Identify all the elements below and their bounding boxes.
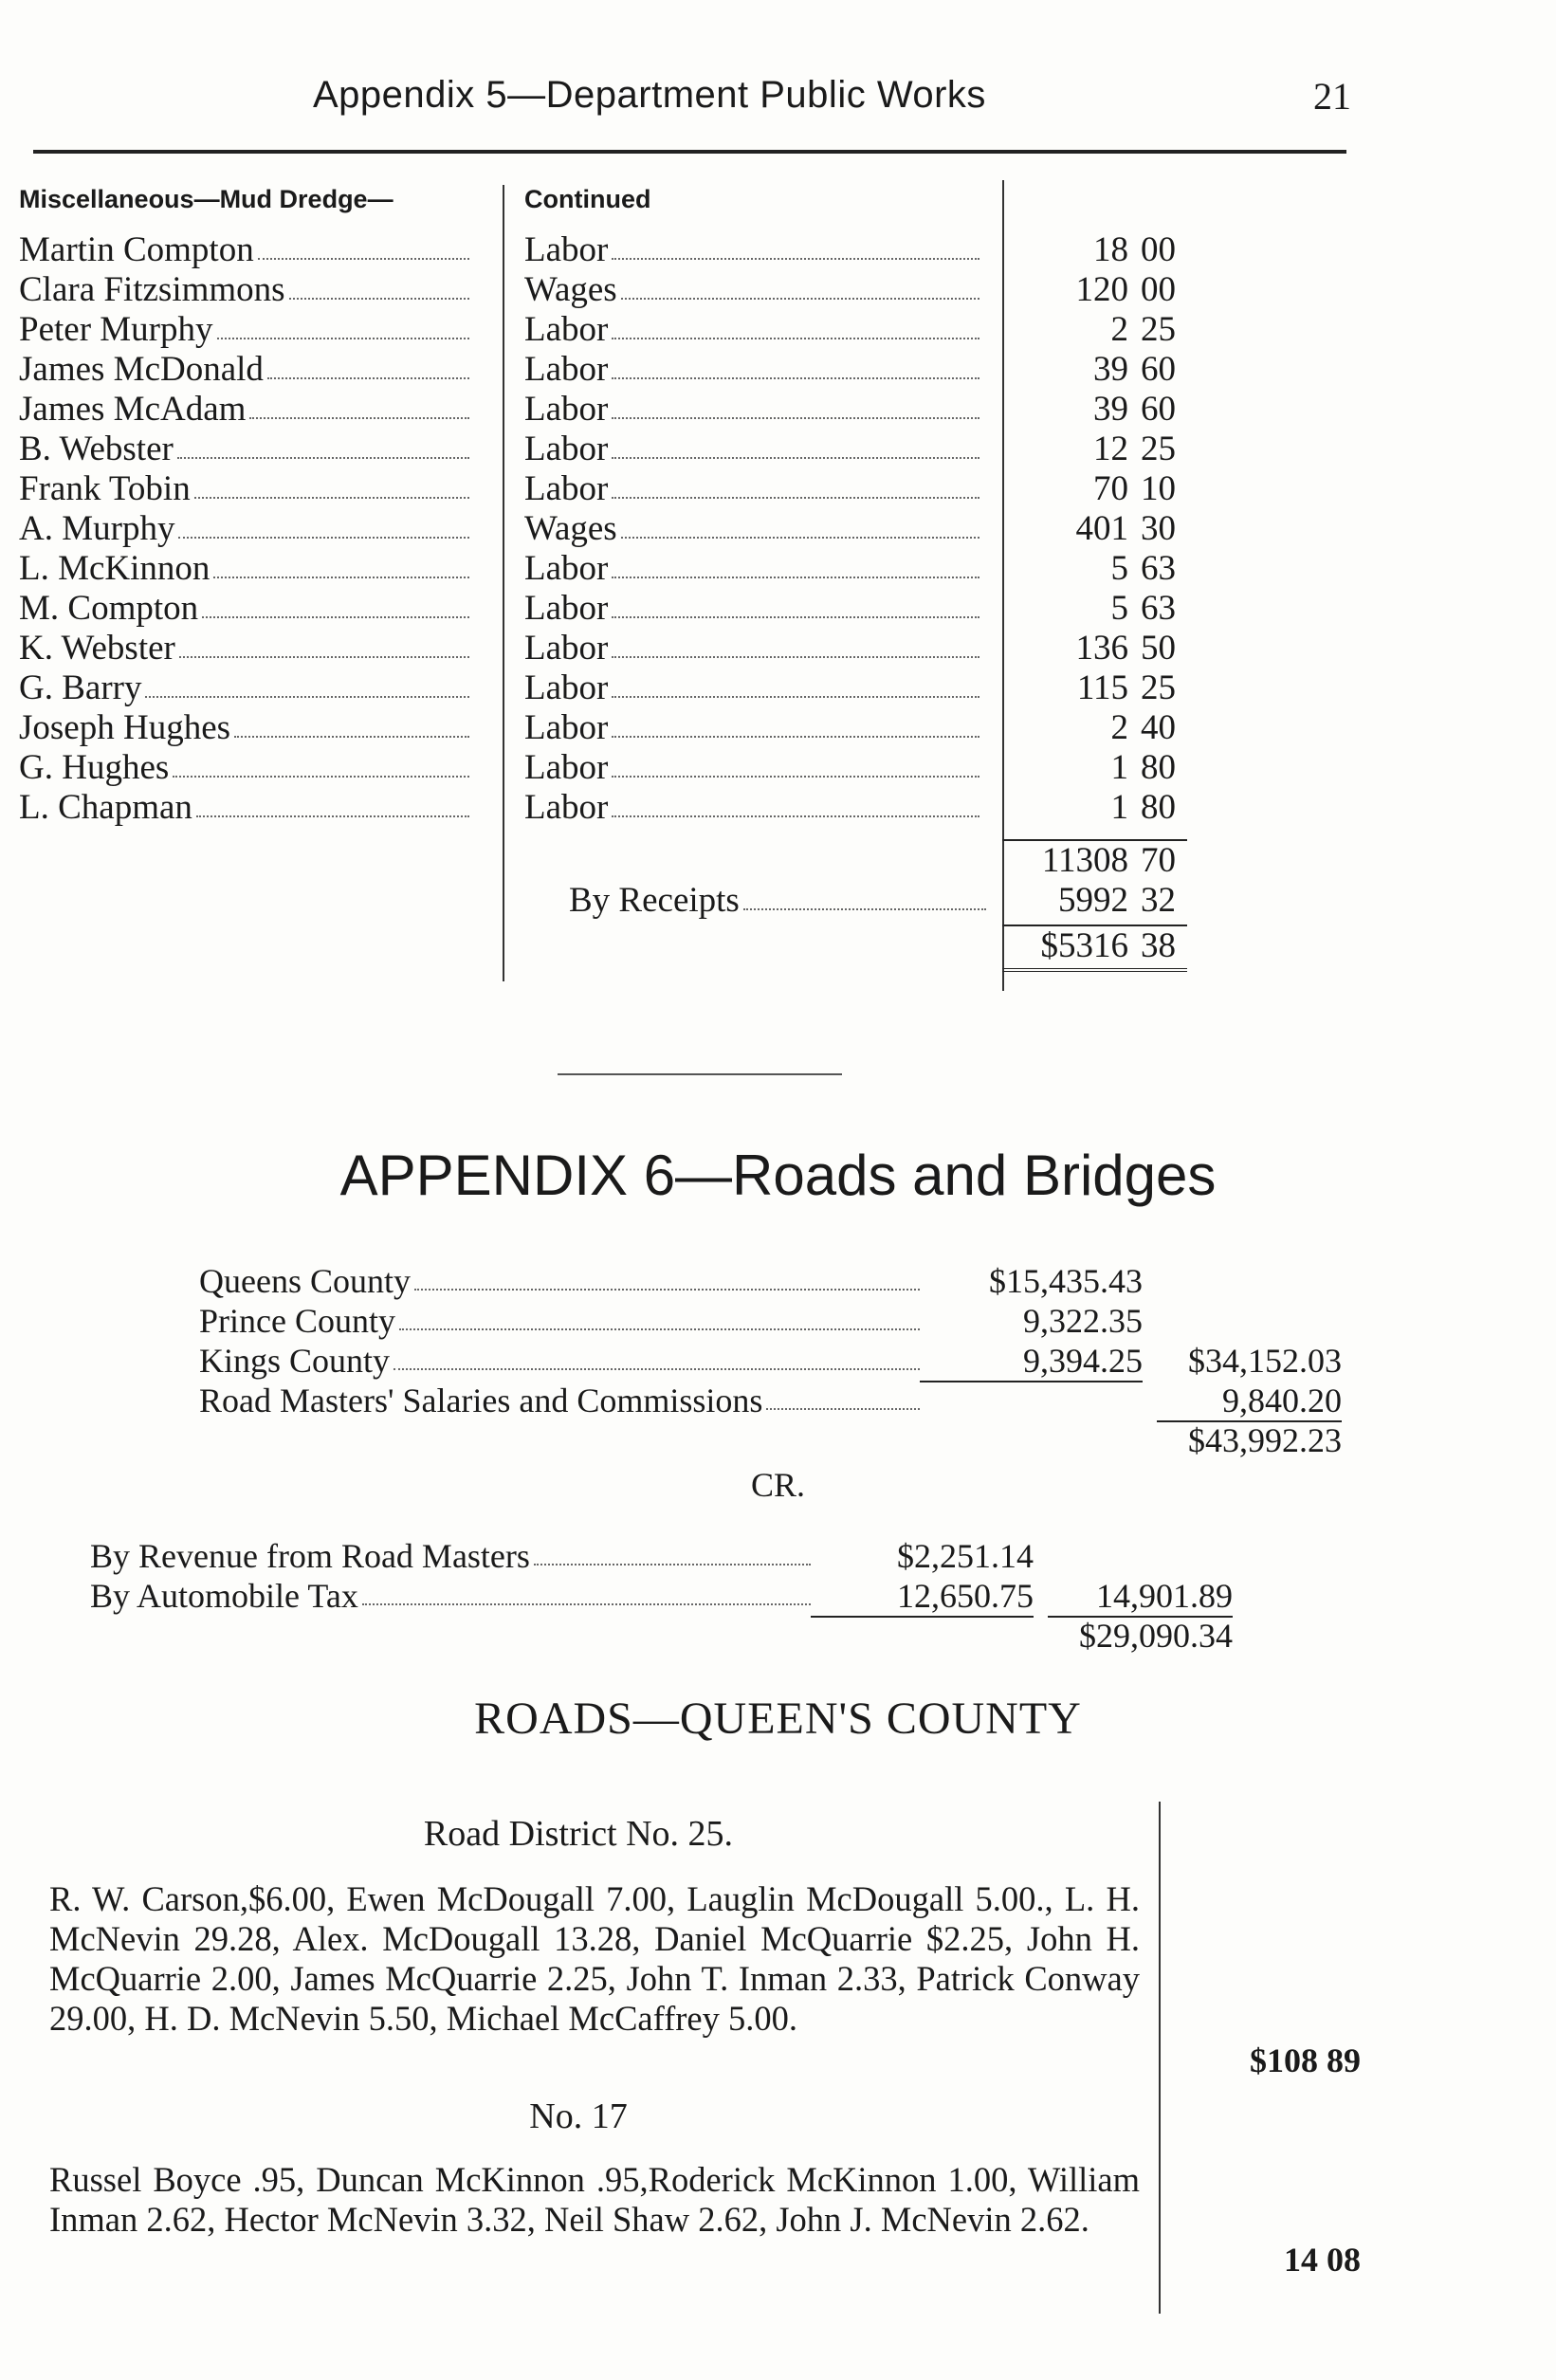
table-row xyxy=(19,549,1185,589)
subtotal-value: 9,394.25 xyxy=(920,1341,1143,1382)
receipts-label: By Receipts xyxy=(569,881,986,921)
amount: 39 60 xyxy=(1093,350,1176,389)
summary-line xyxy=(199,1301,1356,1341)
amount: 2 40 xyxy=(1110,708,1176,747)
subtotal-value: 9,322.35 xyxy=(1023,1302,1143,1340)
payee-name: Martin Compton xyxy=(19,230,469,270)
payment-type: Labor xyxy=(524,390,979,430)
line-label: Road Masters' Salaries and Commissions xyxy=(199,1381,920,1420)
district-amount: $108 89 xyxy=(1250,2041,1361,2079)
table-row xyxy=(19,310,1185,350)
total-value: 14,901.89 xyxy=(1048,1576,1233,1618)
total-value: $29,090.34 xyxy=(1079,1617,1233,1655)
amount: 2 25 xyxy=(1110,310,1176,349)
payment-type: Labor xyxy=(524,310,979,350)
header-rule xyxy=(33,150,1346,154)
amount: 5 63 xyxy=(1110,589,1176,628)
payee-name: Joseph Hughes xyxy=(19,708,469,748)
subtotal: 11308 70 xyxy=(1002,839,1187,883)
district-amount: 14 08 xyxy=(1284,2241,1361,2279)
amount: 12 25 xyxy=(1093,430,1176,468)
summary-line xyxy=(90,1536,1247,1576)
table-row xyxy=(19,788,1185,828)
district-entries: R. W. Carson,$6.00, Ewen McDougall 7.00, Lauglin McDougall 5.00., L. H. McNevin 29.28, Alex. McDougall 13.28, Daniel McQuarrie $2.25, John H. McQuarrie 2.00, James McQuarrie 2.25, John T. Inman 2.33, Patrick Conway 29.00, H. D. McNevin 5.50, Michael McCaffrey 5.00. xyxy=(49,1879,1140,2038)
section-divider xyxy=(558,1073,842,1075)
misc-mud-dredge-table xyxy=(19,185,1185,1019)
subtotal-value: $2,251.14 xyxy=(897,1537,1034,1575)
amount: 70 10 xyxy=(1093,469,1176,508)
payment-type: Labor xyxy=(524,788,979,828)
payee-name: Frank Tobin xyxy=(19,469,469,509)
running-title: Appendix 5—Department Public Works xyxy=(313,74,986,116)
receipts-amount: 5992 32 xyxy=(1058,881,1176,920)
table-heading-right: Continued xyxy=(524,185,651,213)
payment-type: Labor xyxy=(524,629,979,668)
payment-type: Labor xyxy=(524,469,979,509)
amount: 5 63 xyxy=(1110,549,1176,588)
payee-name: L. McKinnon xyxy=(19,549,469,589)
balance: $5316 38 xyxy=(1002,925,1187,972)
table-row xyxy=(19,629,1185,668)
amount: 401 30 xyxy=(1075,509,1176,548)
amount: 115 25 xyxy=(1076,668,1176,707)
payee-name: James McAdam xyxy=(19,390,469,430)
summary-line xyxy=(199,1381,1356,1420)
table-row xyxy=(19,509,1185,549)
payee-name: Peter Murphy xyxy=(19,310,469,350)
credit-label: CR. xyxy=(750,1466,806,1504)
payee-name: A. Murphy xyxy=(19,509,469,549)
table-row xyxy=(19,589,1185,629)
line-label: Prince County xyxy=(199,1301,920,1341)
table-row xyxy=(19,668,1185,708)
table-row xyxy=(19,350,1185,390)
total-value: $34,152.03 xyxy=(1188,1342,1342,1380)
table-row xyxy=(19,748,1185,788)
table-row xyxy=(19,469,1185,509)
payment-type: Labor xyxy=(524,430,979,469)
amount: 1 80 xyxy=(1110,788,1176,827)
table-row xyxy=(19,270,1185,310)
line-label: By Automobile Tax xyxy=(90,1576,811,1616)
subtotal-value: 12,650.75 xyxy=(811,1576,1034,1618)
payment-type: Labor xyxy=(524,549,979,589)
table-row xyxy=(19,430,1185,469)
summary-line xyxy=(199,1341,1356,1381)
page-number: 21 xyxy=(1313,75,1351,118)
payee-name: G. Hughes xyxy=(19,748,469,788)
amount: 120 00 xyxy=(1075,270,1176,309)
summary-line xyxy=(199,1420,1356,1460)
amount: 1 80 xyxy=(1110,748,1176,787)
table-row xyxy=(19,390,1185,430)
amount-column-divider xyxy=(1159,1802,1161,2314)
subtotal-value: $15,435.43 xyxy=(989,1262,1143,1300)
page-header xyxy=(0,66,1556,123)
payment-type: Labor xyxy=(524,708,979,748)
amount: 136 50 xyxy=(1075,629,1176,668)
payment-type: Wages xyxy=(524,270,979,310)
payment-type: Labor xyxy=(524,589,979,629)
payee-name: M. Compton xyxy=(19,589,469,629)
payee-name: K. Webster xyxy=(19,629,469,668)
line-label: By Revenue from Road Masters xyxy=(90,1536,811,1576)
summary-line xyxy=(90,1616,1247,1656)
payee-name: James McDonald xyxy=(19,350,469,390)
payment-type: Labor xyxy=(524,668,979,708)
payment-type: Labor xyxy=(524,350,979,390)
table-heading-left: Miscellaneous—Mud Dredge— xyxy=(19,185,394,213)
amount: 18 00 xyxy=(1093,230,1176,269)
payment-type: Labor xyxy=(524,230,979,270)
total-value: $43,992.23 xyxy=(1188,1421,1342,1459)
amount: 39 60 xyxy=(1093,390,1176,429)
summary-line xyxy=(90,1576,1247,1616)
district-entries: Russel Boyce .95, Duncan McKinnon .95,Roderick McKinnon 1.00, William Inman 2.62, Hector McNevin 3.32, Neil Shaw 2.62, John J. McNevin 2.62. xyxy=(49,2160,1140,2239)
total-value: 9,840.20 xyxy=(1157,1381,1342,1422)
payee-name: G. Barry xyxy=(19,668,469,708)
line-label: Kings County xyxy=(199,1341,920,1381)
table-row xyxy=(19,708,1185,748)
district-heading: Road District No. 25. xyxy=(423,1814,734,1854)
summary-line xyxy=(199,1261,1356,1301)
district-heading: No. 17 xyxy=(529,2096,628,2136)
table-row xyxy=(19,230,1185,270)
payment-type: Wages xyxy=(524,509,979,549)
payee-name: B. Webster xyxy=(19,430,469,469)
payee-name: L. Chapman xyxy=(19,788,469,828)
payment-type: Labor xyxy=(524,748,979,788)
roads-queens-title: ROADS—QUEEN'S COUNTY xyxy=(474,1693,1082,1744)
payee-name: Clara Fitzsimmons xyxy=(19,270,469,310)
line-label: Queens County xyxy=(199,1261,920,1301)
appendix-6-title: APPENDIX 6—Roads and Bridges xyxy=(339,1144,1217,1207)
